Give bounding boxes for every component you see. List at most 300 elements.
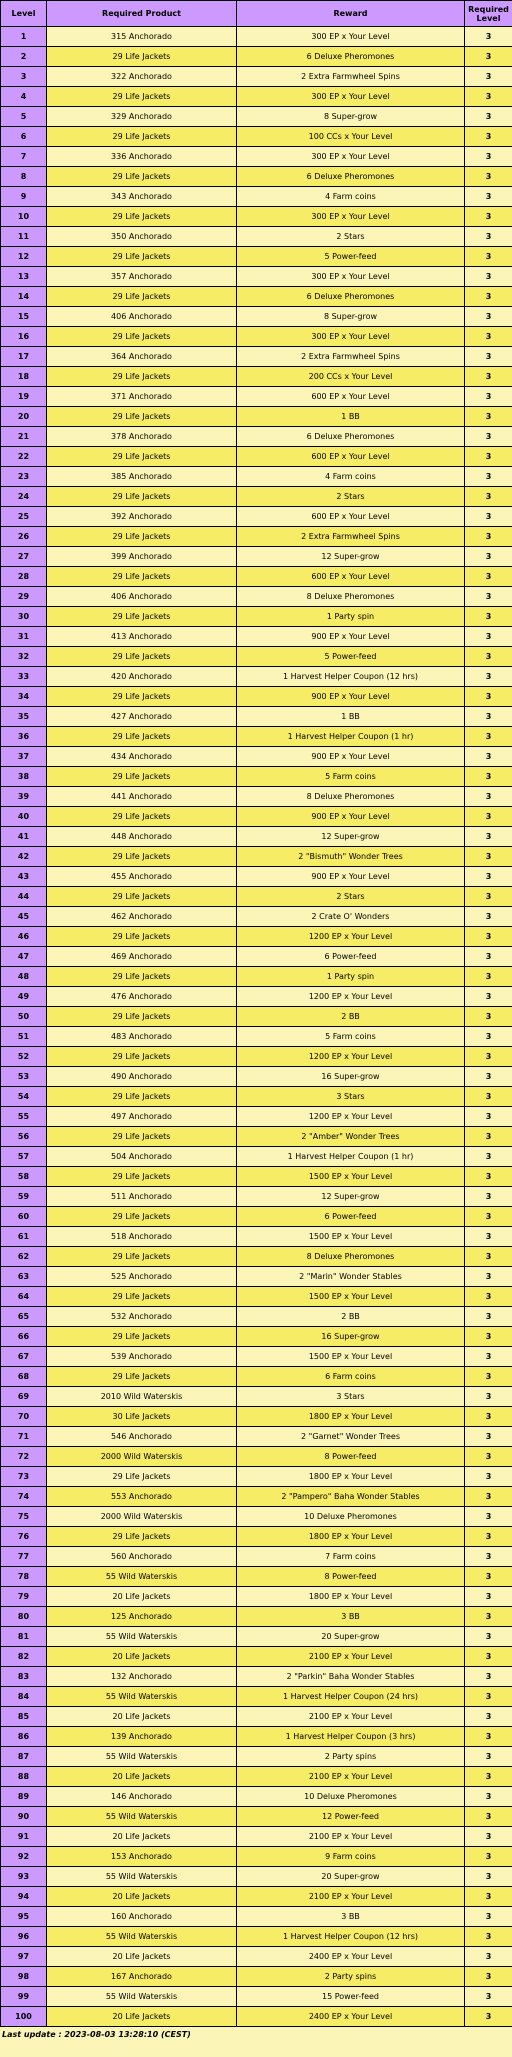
required-product-cell: 29 Life Jackets <box>47 447 237 467</box>
required-level-cell: 3 <box>465 707 512 727</box>
level-cell: 21 <box>1 427 47 447</box>
reward-cell: 1500 EP x Your Level <box>237 1347 465 1367</box>
required-level-cell: 3 <box>465 1407 512 1427</box>
table-row <box>1 1207 512 1227</box>
required-level-cell: 3 <box>465 727 512 747</box>
required-level-cell: 3 <box>465 967 512 987</box>
required-product-cell: 406 Anchorado <box>47 587 237 607</box>
required-product-cell: 55 Wild Waterskis <box>47 1927 237 1947</box>
reward-cell: 12 Power-feed <box>237 1807 465 1827</box>
level-cell: 44 <box>1 887 47 907</box>
table-row <box>1 807 512 827</box>
level-cell: 1 <box>1 27 47 47</box>
required-level-cell: 3 <box>465 807 512 827</box>
reward-cell: 2 "Amber" Wonder Trees <box>237 1127 465 1147</box>
required-level-cell: 3 <box>465 1287 512 1307</box>
required-product-cell: 329 Anchorado <box>47 107 237 127</box>
level-cell: 67 <box>1 1347 47 1367</box>
table-row <box>1 1087 512 1107</box>
level-cell: 35 <box>1 707 47 727</box>
table-row <box>1 1067 512 1087</box>
required-level-cell: 3 <box>465 1787 512 1807</box>
required-level-cell: 3 <box>465 1147 512 1167</box>
required-product-cell: 20 Life Jackets <box>47 1647 237 1667</box>
table-row <box>1 87 512 107</box>
table-row <box>1 1547 512 1567</box>
required-product-cell: 29 Life Jackets <box>47 87 237 107</box>
table-row <box>1 687 512 707</box>
reward-cell: 600 EP x Your Level <box>237 447 465 467</box>
required-level-cell: 3 <box>465 667 512 687</box>
level-cell: 11 <box>1 227 47 247</box>
required-level-cell: 3 <box>465 1227 512 1247</box>
level-cell: 77 <box>1 1547 47 1567</box>
table-row <box>1 47 512 67</box>
table-row <box>1 1707 512 1727</box>
table-row <box>1 647 512 667</box>
required-product-cell: 406 Anchorado <box>47 307 237 327</box>
level-cell: 46 <box>1 927 47 947</box>
reward-cell: 2 BB <box>237 1007 465 1027</box>
required-product-cell: 441 Anchorado <box>47 787 237 807</box>
table-row <box>1 1187 512 1207</box>
table-row <box>1 1727 512 1747</box>
required-level-cell: 3 <box>465 1107 512 1127</box>
header-required-product[interactable]: Required Product <box>47 1 237 27</box>
level-cell: 54 <box>1 1087 47 1107</box>
required-level-cell: 3 <box>465 947 512 967</box>
required-level-cell: 3 <box>465 1447 512 1467</box>
reward-cell: 1200 EP x Your Level <box>237 1047 465 1067</box>
required-level-cell: 3 <box>465 1947 512 1967</box>
reward-cell: 12 Super-grow <box>237 547 465 567</box>
required-level-cell: 3 <box>465 1267 512 1287</box>
reward-cell: 200 CCs x Your Level <box>237 367 465 387</box>
level-cell: 48 <box>1 967 47 987</box>
required-product-cell: 2000 Wild Waterskis <box>47 1447 237 1467</box>
level-cell: 41 <box>1 827 47 847</box>
required-level-cell: 3 <box>465 1727 512 1747</box>
table-row <box>1 1427 512 1447</box>
required-product-cell: 160 Anchorado <box>47 1907 237 1927</box>
required-level-cell: 3 <box>465 547 512 567</box>
required-product-cell: 455 Anchorado <box>47 867 237 887</box>
required-level-cell: 3 <box>465 1707 512 1727</box>
level-cell: 90 <box>1 1807 47 1827</box>
table-row <box>1 1367 512 1387</box>
table-row <box>1 1787 512 1807</box>
level-cell: 93 <box>1 1867 47 1887</box>
level-cell: 84 <box>1 1687 47 1707</box>
table-row <box>1 1887 512 1907</box>
table-header-row <box>1 1 512 27</box>
required-level-cell: 3 <box>465 487 512 507</box>
required-level-cell: 3 <box>465 1007 512 1027</box>
level-cell: 68 <box>1 1367 47 1387</box>
required-level-cell: 3 <box>465 1067 512 1087</box>
required-level-cell: 3 <box>465 587 512 607</box>
reward-cell: 1 Party spin <box>237 967 465 987</box>
required-level-cell: 3 <box>465 1187 512 1207</box>
table-row <box>1 327 512 347</box>
level-cell: 45 <box>1 907 47 927</box>
level-cell: 6 <box>1 127 47 147</box>
required-product-cell: 29 Life Jackets <box>47 127 237 147</box>
level-cell: 5 <box>1 107 47 127</box>
required-product-cell: 322 Anchorado <box>47 67 237 87</box>
reward-cell: 10 Deluxe Pheromones <box>237 1787 465 1807</box>
reward-cell: 2 "Garnet" Wonder Trees <box>237 1427 465 1447</box>
reward-cell: 2 Stars <box>237 487 465 507</box>
table-row <box>1 1867 512 1887</box>
required-level-cell: 3 <box>465 627 512 647</box>
table-row <box>1 1647 512 1667</box>
reward-cell: 300 EP x Your Level <box>237 87 465 107</box>
required-product-cell: 350 Anchorado <box>47 227 237 247</box>
reward-cell: 2 Crate O' Wonders <box>237 907 465 927</box>
required-product-cell: 29 Life Jackets <box>47 1247 237 1267</box>
required-product-cell: 29 Life Jackets <box>47 727 237 747</box>
level-cell: 96 <box>1 1927 47 1947</box>
level-cell: 39 <box>1 787 47 807</box>
required-product-cell: 55 Wild Waterskis <box>47 1867 237 1887</box>
reward-cell: 8 Deluxe Pheromones <box>237 587 465 607</box>
reward-cell: 8 Power-feed <box>237 1567 465 1587</box>
level-cell: 79 <box>1 1587 47 1607</box>
reward-cell: 2400 EP x Your Level <box>237 1947 465 1967</box>
required-product-cell: 434 Anchorado <box>47 747 237 767</box>
table-row <box>1 1487 512 1507</box>
required-product-cell: 55 Wild Waterskis <box>47 1987 237 2007</box>
level-cell: 34 <box>1 687 47 707</box>
table-row <box>1 1047 512 1067</box>
required-level-cell: 3 <box>465 1647 512 1667</box>
required-level-cell: 3 <box>465 1767 512 1787</box>
required-level-cell: 3 <box>465 1027 512 1047</box>
reward-cell: 20 Super-grow <box>237 1867 465 1887</box>
level-cell: 69 <box>1 1387 47 1407</box>
level-cell: 71 <box>1 1427 47 1447</box>
reward-cell: 300 EP x Your Level <box>237 207 465 227</box>
required-level-cell: 3 <box>465 187 512 207</box>
level-cell: 38 <box>1 767 47 787</box>
required-level-cell: 3 <box>465 327 512 347</box>
reward-cell: 6 Deluxe Pheromones <box>237 47 465 67</box>
table-row <box>1 1987 512 2007</box>
required-level-cell: 3 <box>465 147 512 167</box>
reward-cell: 4 Farm coins <box>237 467 465 487</box>
required-level-cell: 3 <box>465 767 512 787</box>
table-row <box>1 1247 512 1267</box>
reward-cell: 2 "Parkin" Baha Wonder Stables <box>237 1667 465 1687</box>
level-cell: 18 <box>1 367 47 387</box>
table-row <box>1 187 512 207</box>
level-cell: 75 <box>1 1507 47 1527</box>
level-cell: 3 <box>1 67 47 87</box>
required-product-cell: 532 Anchorado <box>47 1307 237 1327</box>
level-cell: 2 <box>1 47 47 67</box>
level-cell: 89 <box>1 1787 47 1807</box>
required-product-cell: 29 Life Jackets <box>47 807 237 827</box>
required-product-cell: 30 Life Jackets <box>47 1407 237 1427</box>
reward-cell: 5 Farm coins <box>237 767 465 787</box>
reward-cell: 2100 EP x Your Level <box>237 1827 465 1847</box>
table-row <box>1 427 512 447</box>
level-cell: 98 <box>1 1967 47 1987</box>
reward-cell: 300 EP x Your Level <box>237 267 465 287</box>
table-row <box>1 1267 512 1287</box>
table-row <box>1 1567 512 1587</box>
table-row <box>1 547 512 567</box>
level-cell: 78 <box>1 1567 47 1587</box>
reward-cell: 10 Deluxe Pheromones <box>237 1507 465 1527</box>
required-product-cell: 371 Anchorado <box>47 387 237 407</box>
required-level-cell: 3 <box>465 507 512 527</box>
reward-cell: 2 "Marin" Wonder Stables <box>237 1267 465 1287</box>
reward-cell: 900 EP x Your Level <box>237 747 465 767</box>
level-cell: 95 <box>1 1907 47 1927</box>
table-row <box>1 1167 512 1187</box>
required-product-cell: 29 Life Jackets <box>47 1127 237 1147</box>
required-level-cell: 3 <box>465 907 512 927</box>
required-level-cell: 3 <box>465 387 512 407</box>
table-row <box>1 1407 512 1427</box>
required-product-cell: 392 Anchorado <box>47 507 237 527</box>
reward-cell: 6 Power-feed <box>237 947 465 967</box>
table-row <box>1 987 512 1007</box>
required-product-cell: 20 Life Jackets <box>47 1707 237 1727</box>
required-level-cell: 3 <box>465 867 512 887</box>
required-level-cell: 3 <box>465 1367 512 1387</box>
table-row <box>1 907 512 927</box>
required-level-cell: 3 <box>465 447 512 467</box>
required-product-cell: 518 Anchorado <box>47 1227 237 1247</box>
reward-cell: 600 EP x Your Level <box>237 507 465 527</box>
required-product-cell: 378 Anchorado <box>47 427 237 447</box>
table-row <box>1 307 512 327</box>
table-row <box>1 127 512 147</box>
table-row <box>1 1107 512 1127</box>
reward-cell: 2 "Bismuth" Wonder Trees <box>237 847 465 867</box>
header-reward[interactable]: Reward <box>237 1 465 27</box>
reward-cell: 2 Stars <box>237 887 465 907</box>
table-row <box>1 887 512 907</box>
table-row <box>1 767 512 787</box>
required-product-cell: 490 Anchorado <box>47 1067 237 1087</box>
required-level-cell: 3 <box>465 1247 512 1267</box>
required-product-cell: 336 Anchorado <box>47 147 237 167</box>
table-row <box>1 1967 512 1987</box>
required-product-cell: 469 Anchorado <box>47 947 237 967</box>
reward-cell: 2100 EP x Your Level <box>237 1707 465 1727</box>
required-level-cell: 3 <box>465 2007 512 2027</box>
required-product-cell: 476 Anchorado <box>47 987 237 1007</box>
reward-cell: 3 BB <box>237 1607 465 1627</box>
reward-cell: 100 CCs x Your Level <box>237 127 465 147</box>
table-row <box>1 1947 512 1967</box>
reward-cell: 2 "Pampero" Baha Wonder Stables <box>237 1487 465 1507</box>
table-row <box>1 447 512 467</box>
reward-cell: 5 Farm coins <box>237 1027 465 1047</box>
table-row <box>1 667 512 687</box>
level-cell: 9 <box>1 187 47 207</box>
table-row <box>1 27 512 47</box>
required-level-cell: 3 <box>465 1307 512 1327</box>
level-cell: 26 <box>1 527 47 547</box>
table-row <box>1 567 512 587</box>
reward-cell: 1 Harvest Helper Coupon (12 hrs) <box>237 667 465 687</box>
required-level-cell: 3 <box>465 1827 512 1847</box>
required-product-cell: 504 Anchorado <box>47 1147 237 1167</box>
required-level-cell: 3 <box>465 367 512 387</box>
reward-cell: 600 EP x Your Level <box>237 567 465 587</box>
header-level[interactable]: Level <box>1 1 47 27</box>
table-row <box>1 527 512 547</box>
required-product-cell: 29 Life Jackets <box>47 1367 237 1387</box>
reward-cell: 1200 EP x Your Level <box>237 927 465 947</box>
reward-cell: 600 EP x Your Level <box>237 387 465 407</box>
required-level-cell: 3 <box>465 527 512 547</box>
required-product-cell: 146 Anchorado <box>47 1787 237 1807</box>
level-cell: 16 <box>1 327 47 347</box>
level-cell: 56 <box>1 1127 47 1147</box>
required-level-cell: 3 <box>465 227 512 247</box>
required-product-cell: 29 Life Jackets <box>47 1167 237 1187</box>
level-cell: 23 <box>1 467 47 487</box>
reward-cell: 5 Power-feed <box>237 247 465 267</box>
level-cell: 4 <box>1 87 47 107</box>
level-cell: 20 <box>1 407 47 427</box>
table-row <box>1 1747 512 1767</box>
required-product-cell: 29 Life Jackets <box>47 207 237 227</box>
required-product-cell: 357 Anchorado <box>47 267 237 287</box>
table-row <box>1 247 512 267</box>
required-product-cell: 29 Life Jackets <box>47 1327 237 1347</box>
reward-cell: 6 Deluxe Pheromones <box>237 427 465 447</box>
level-cell: 58 <box>1 1167 47 1187</box>
level-cell: 28 <box>1 567 47 587</box>
table-row <box>1 1847 512 1867</box>
table-row <box>1 1587 512 1607</box>
level-cell: 25 <box>1 507 47 527</box>
reward-cell: 1 Harvest Helper Coupon (12 hrs) <box>237 1927 465 1947</box>
table-row <box>1 347 512 367</box>
level-cell: 99 <box>1 1987 47 2007</box>
reward-cell: 1500 EP x Your Level <box>237 1167 465 1187</box>
required-level-cell: 3 <box>465 1667 512 1687</box>
required-level-cell: 3 <box>465 1047 512 1067</box>
required-product-cell: 483 Anchorado <box>47 1027 237 1047</box>
required-level-cell: 3 <box>465 347 512 367</box>
level-cell: 55 <box>1 1107 47 1127</box>
required-level-cell: 3 <box>465 1607 512 1627</box>
required-level-cell: 3 <box>465 1467 512 1487</box>
level-cell: 53 <box>1 1067 47 1087</box>
required-product-cell: 2000 Wild Waterskis <box>47 1507 237 1527</box>
reward-cell: 8 Deluxe Pheromones <box>237 787 465 807</box>
level-cell: 97 <box>1 1947 47 1967</box>
table-row <box>1 1927 512 1947</box>
required-product-cell: 511 Anchorado <box>47 1187 237 1207</box>
level-cell: 85 <box>1 1707 47 1727</box>
table-row <box>1 267 512 287</box>
table-row <box>1 387 512 407</box>
level-cell: 80 <box>1 1607 47 1627</box>
reward-cell: 1200 EP x Your Level <box>237 1107 465 1127</box>
table-row <box>1 627 512 647</box>
table-row <box>1 1527 512 1547</box>
level-cell: 87 <box>1 1747 47 1767</box>
table-row <box>1 227 512 247</box>
required-level-cell: 3 <box>465 647 512 667</box>
reward-cell: 1500 EP x Your Level <box>237 1287 465 1307</box>
required-product-cell: 139 Anchorado <box>47 1727 237 1747</box>
required-level-cell: 3 <box>465 27 512 47</box>
reward-cell: 3 Stars <box>237 1087 465 1107</box>
table-row <box>1 587 512 607</box>
required-product-cell: 153 Anchorado <box>47 1847 237 1867</box>
reward-cell: 300 EP x Your Level <box>237 27 465 47</box>
required-product-cell: 29 Life Jackets <box>47 647 237 667</box>
required-level-cell: 3 <box>465 1167 512 1187</box>
reward-cell: 2 Extra Farmwheel Spins <box>237 527 465 547</box>
reward-cell: 1 Harvest Helper Coupon (1 hr) <box>237 727 465 747</box>
required-product-cell: 55 Wild Waterskis <box>47 1747 237 1767</box>
reward-cell: 300 EP x Your Level <box>237 147 465 167</box>
required-product-cell: 20 Life Jackets <box>47 1587 237 1607</box>
reward-cell: 900 EP x Your Level <box>237 687 465 707</box>
header-required-level[interactable]: Required Level <box>465 1 512 27</box>
reward-cell: 1 BB <box>237 707 465 727</box>
reward-cell: 15 Power-feed <box>237 1987 465 2007</box>
required-product-cell: 427 Anchorado <box>47 707 237 727</box>
level-cell: 52 <box>1 1047 47 1067</box>
required-level-cell: 3 <box>465 1887 512 1907</box>
level-cell: 50 <box>1 1007 47 1027</box>
table-row <box>1 1007 512 1027</box>
required-product-cell: 29 Life Jackets <box>47 327 237 347</box>
table-row <box>1 1307 512 1327</box>
reward-cell: 5 Power-feed <box>237 647 465 667</box>
required-product-cell: 420 Anchorado <box>47 667 237 687</box>
required-product-cell: 385 Anchorado <box>47 467 237 487</box>
table-body <box>1 27 512 2027</box>
required-product-cell: 497 Anchorado <box>47 1107 237 1127</box>
reward-cell: 1800 EP x Your Level <box>237 1527 465 1547</box>
required-product-cell: 55 Wild Waterskis <box>47 1687 237 1707</box>
level-cell: 43 <box>1 867 47 887</box>
required-product-cell: 29 Life Jackets <box>47 487 237 507</box>
level-cell: 37 <box>1 747 47 767</box>
table-row <box>1 407 512 427</box>
level-cell: 27 <box>1 547 47 567</box>
required-product-cell: 413 Anchorado <box>47 627 237 647</box>
table-row <box>1 1467 512 1487</box>
reward-cell: 2 BB <box>237 1307 465 1327</box>
required-product-cell: 29 Life Jackets <box>47 407 237 427</box>
level-cell: 70 <box>1 1407 47 1427</box>
table-row <box>1 1667 512 1687</box>
level-cell: 32 <box>1 647 47 667</box>
table-row <box>1 67 512 87</box>
table-row <box>1 1827 512 1847</box>
required-level-cell: 3 <box>465 1527 512 1547</box>
required-level-cell: 3 <box>465 1847 512 1867</box>
required-level-cell: 3 <box>465 1687 512 1707</box>
required-level-cell: 3 <box>465 207 512 227</box>
reward-cell: 6 Deluxe Pheromones <box>237 287 465 307</box>
level-cell: 14 <box>1 287 47 307</box>
